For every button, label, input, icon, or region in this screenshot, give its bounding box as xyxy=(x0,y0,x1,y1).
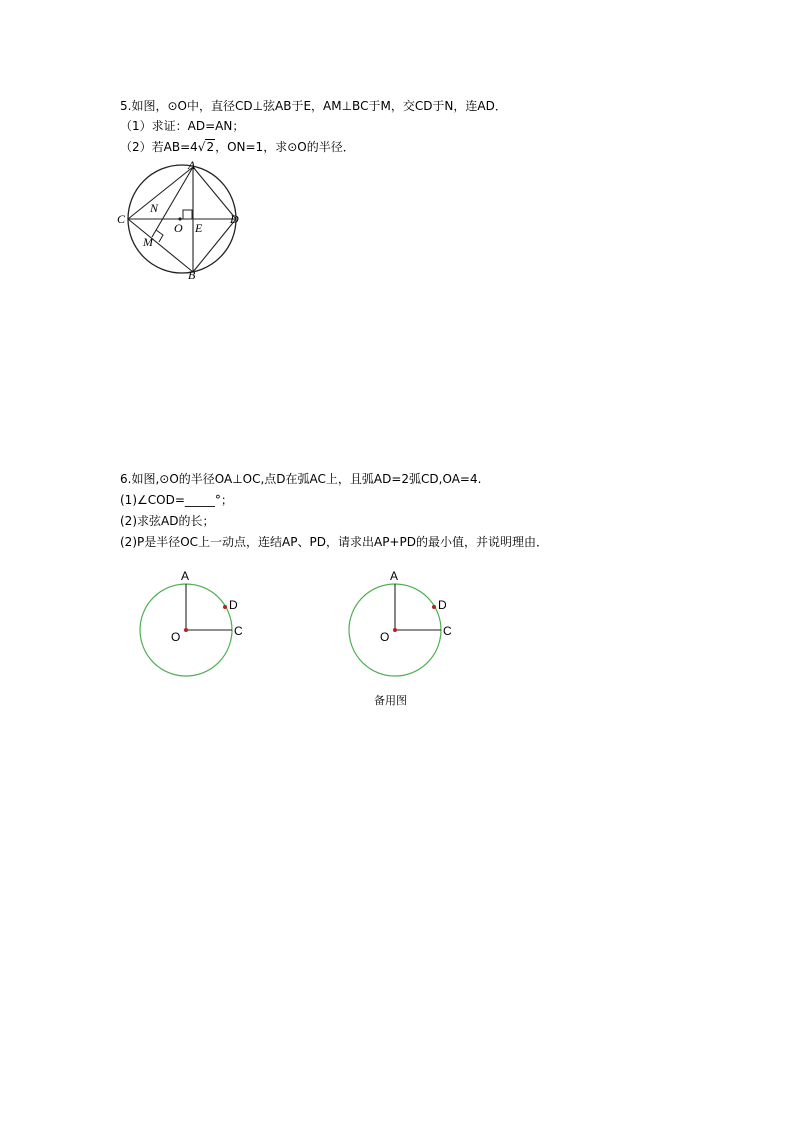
label-e: E xyxy=(195,221,203,235)
segment-am xyxy=(152,167,193,237)
label-o: O xyxy=(174,221,183,235)
q5-part2-radicand: 2 xyxy=(206,140,215,154)
q5-part1: （1）求证：AD=AN； xyxy=(120,119,245,133)
label-d: D xyxy=(438,598,447,612)
label-n: N xyxy=(150,201,159,215)
label-o: O xyxy=(171,630,181,644)
q6-part3: (2)P是半径OC上一动点，连结AP、PD，请求出AP+PD的最小值，并说明理由． xyxy=(120,535,548,549)
label-d: D xyxy=(230,212,239,226)
label-d: D xyxy=(229,598,238,612)
center-point-o xyxy=(393,628,397,632)
right-angle-m xyxy=(156,230,163,242)
q5-part2-pre: （2）若AB=4 xyxy=(120,140,198,154)
center-point-o xyxy=(184,628,188,632)
q6-stem: 6.如图,⊙O的半径OA⊥OC,点D在弧AC上，且弧AD=2弧CD,OA=4. xyxy=(120,472,482,486)
label-a: A xyxy=(181,569,190,583)
q5-part2-post: ，ON=1，求⊙O的半径． xyxy=(215,140,355,154)
backup-figure-caption: 备用图 xyxy=(374,694,407,707)
label-c: C xyxy=(117,212,126,226)
segment-cb xyxy=(128,219,193,272)
q5-part2 xyxy=(120,139,355,155)
point-d xyxy=(223,605,227,609)
q6-part2: (2)求弦AD的长； xyxy=(120,514,215,528)
label-o: O xyxy=(380,630,390,644)
q6-figure-backup xyxy=(339,560,469,685)
q5-stem: 5.如图，⊙O中，直径CD⊥弦AB于E，AM⊥BC于M，交CD于N，连AD． xyxy=(120,99,507,113)
label-c: C xyxy=(443,624,452,638)
q6-part1: (1)∠COD=_____°； xyxy=(120,493,233,507)
right-angle-e xyxy=(183,210,192,219)
label-c: C xyxy=(234,624,243,638)
label-b: B xyxy=(188,268,196,282)
point-d xyxy=(432,605,436,609)
label-m: M xyxy=(143,235,153,249)
label-a: A xyxy=(188,160,196,172)
q5-figure xyxy=(116,160,246,282)
q6-figure-main xyxy=(130,560,260,685)
label-a: A xyxy=(390,569,399,583)
sqrt-symbol: √2 xyxy=(197,140,215,154)
